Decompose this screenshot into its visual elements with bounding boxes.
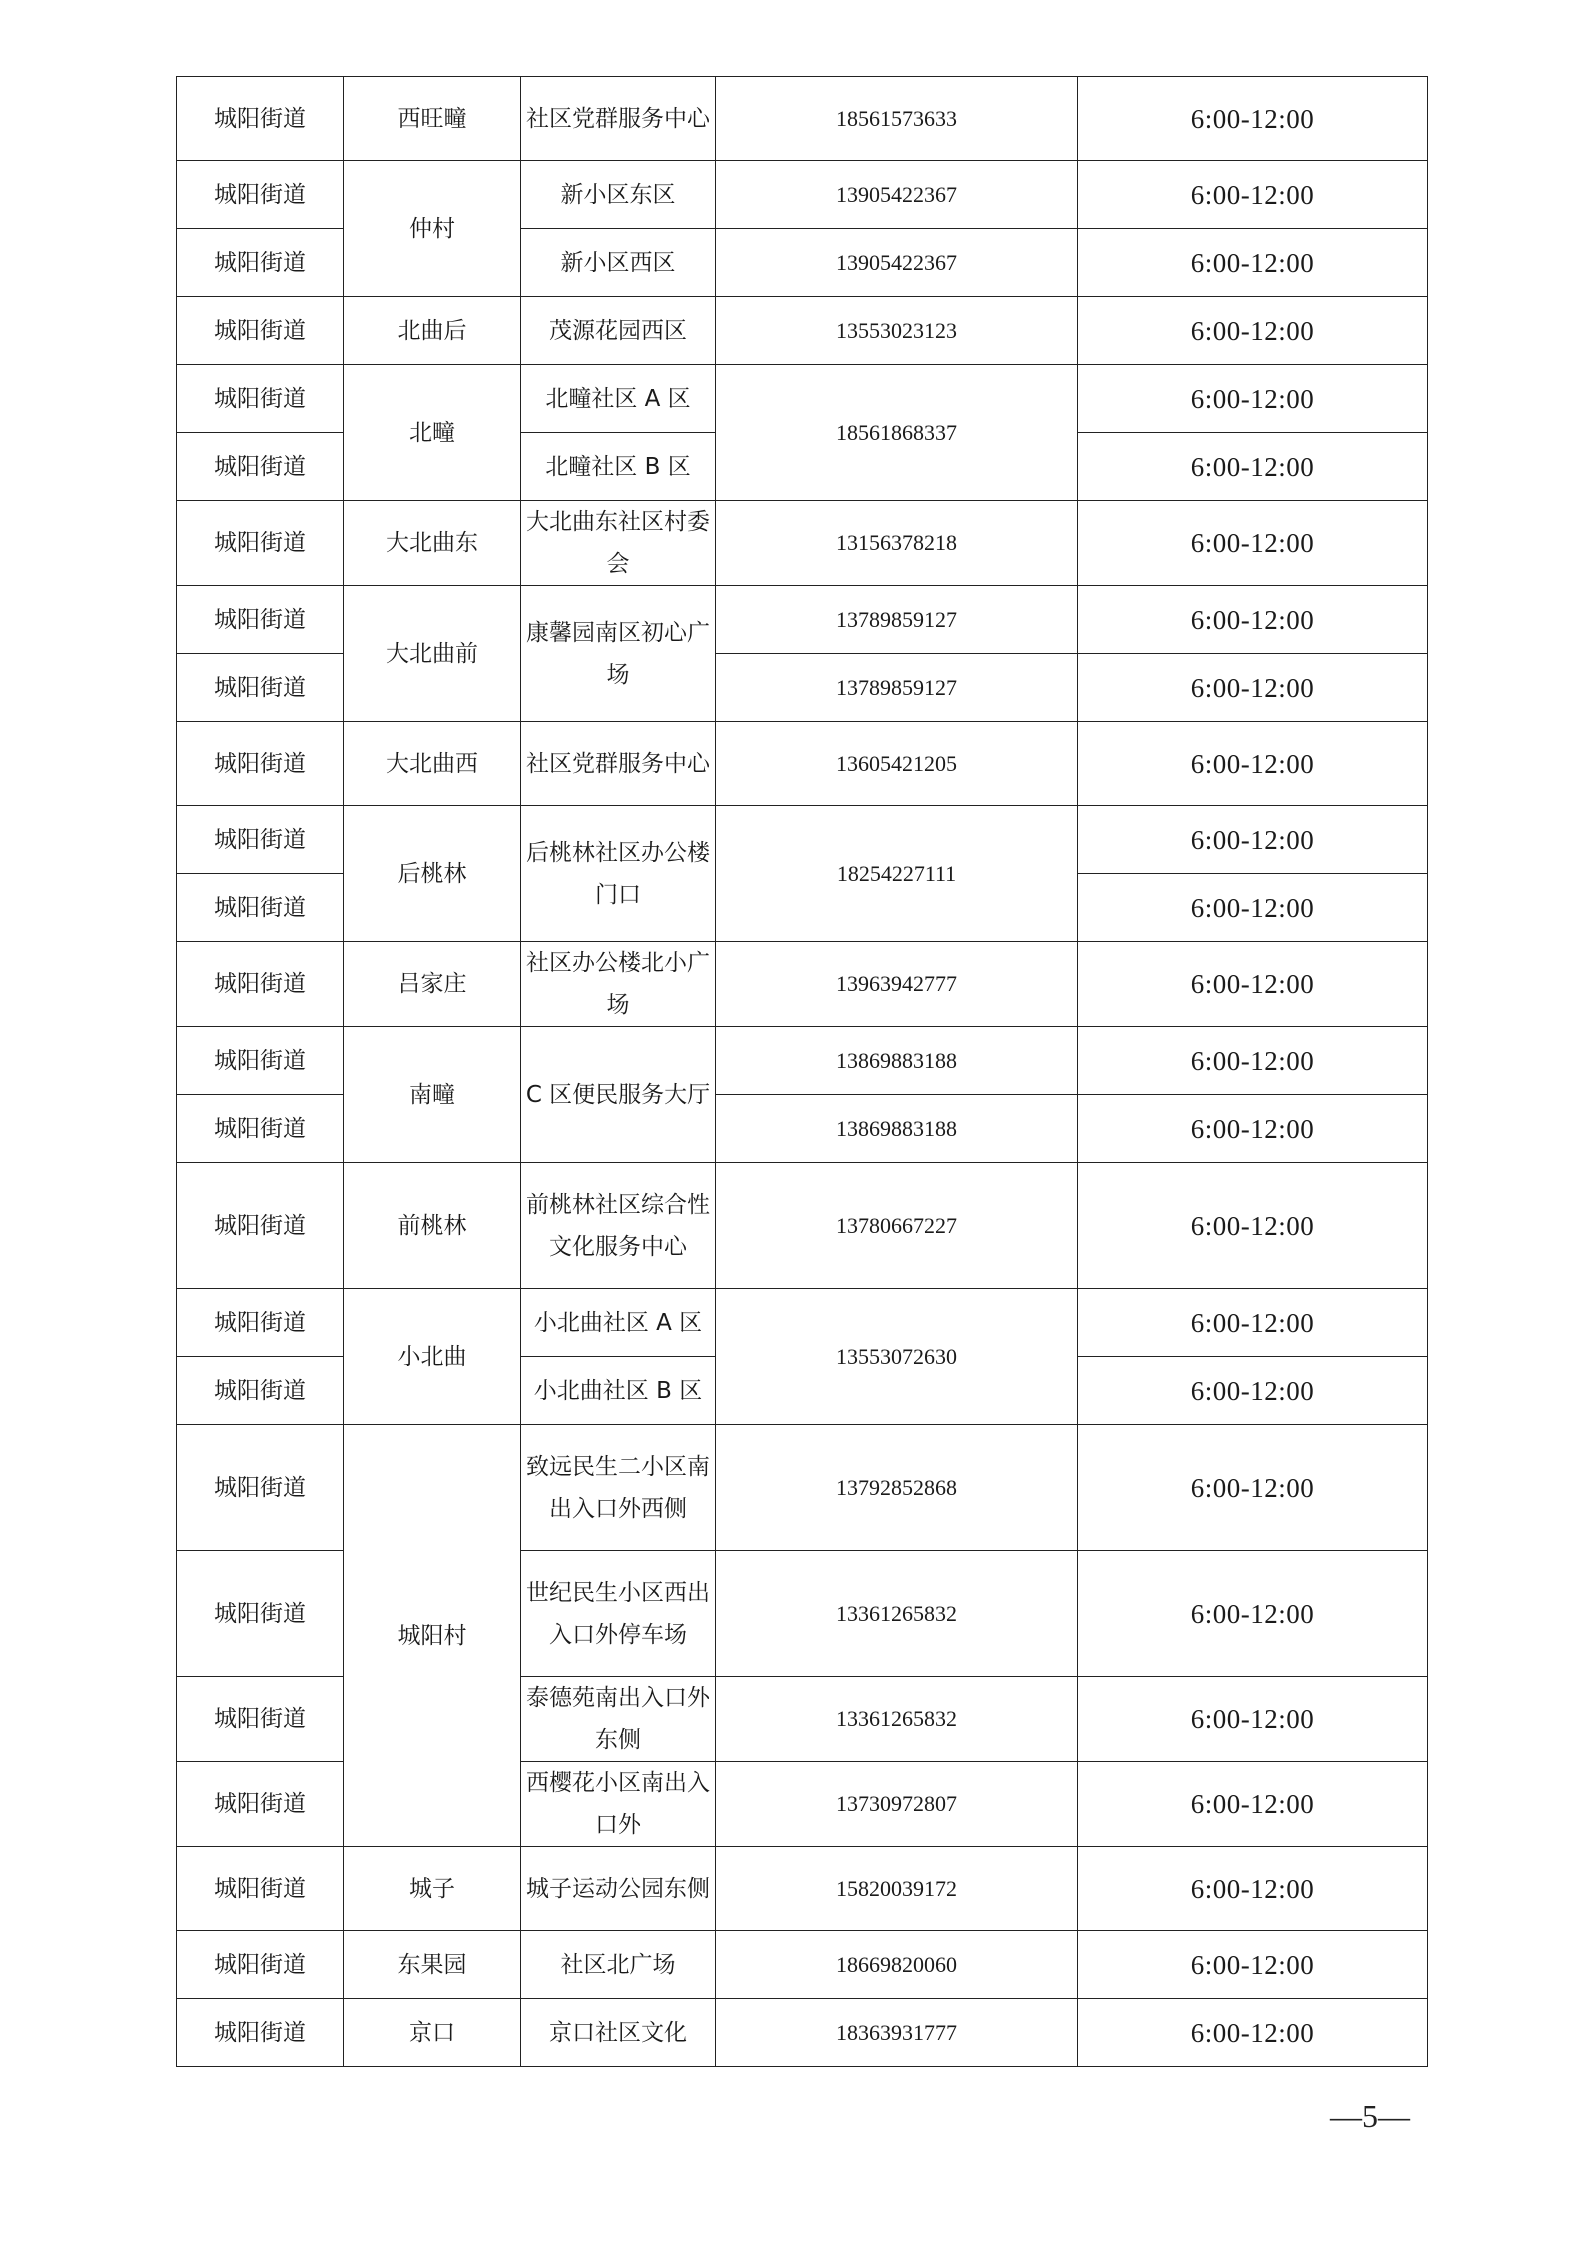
phone-cell: 18561573633 bbox=[716, 77, 1078, 161]
time-cell: 6:00-12:00 bbox=[1078, 1425, 1428, 1551]
phone-cell: 13792852868 bbox=[716, 1425, 1078, 1551]
site-cell: C 区便民服务大厅 bbox=[521, 1027, 716, 1163]
time-cell: 6:00-12:00 bbox=[1078, 654, 1428, 722]
time-cell: 6:00-12:00 bbox=[1078, 1677, 1428, 1762]
phone-cell: 13730972807 bbox=[716, 1762, 1078, 1847]
table-row bbox=[177, 77, 1428, 161]
site-cell: 社区办公楼北小广场 bbox=[521, 942, 716, 1027]
time-cell: 6:00-12:00 bbox=[1078, 1095, 1428, 1163]
phone-cell: 13869883188 bbox=[716, 1027, 1078, 1095]
time-cell: 6:00-12:00 bbox=[1078, 942, 1428, 1027]
schedule-table bbox=[176, 76, 1428, 2067]
table-row bbox=[177, 1847, 1428, 1931]
table-row bbox=[177, 722, 1428, 806]
table-row bbox=[177, 501, 1428, 586]
street-cell: 城阳街道 bbox=[177, 433, 344, 501]
time-cell: 6:00-12:00 bbox=[1078, 501, 1428, 586]
village-cell: 吕家庄 bbox=[344, 942, 521, 1027]
phone-cell: 13361265832 bbox=[716, 1677, 1078, 1762]
street-cell: 城阳街道 bbox=[177, 1425, 344, 1551]
page-number: —5— bbox=[1330, 2098, 1410, 2134]
phone-cell: 18363931777 bbox=[716, 1999, 1078, 2067]
time-cell: 6:00-12:00 bbox=[1078, 433, 1428, 501]
street-cell: 城阳街道 bbox=[177, 942, 344, 1027]
street-cell: 城阳街道 bbox=[177, 1677, 344, 1762]
site-cell: 新小区东区 bbox=[521, 161, 716, 229]
phone-cell: 15820039172 bbox=[716, 1847, 1078, 1931]
table-row bbox=[177, 806, 1428, 874]
time-cell: 6:00-12:00 bbox=[1078, 722, 1428, 806]
village-cell: 城阳村 bbox=[344, 1425, 521, 1847]
table-row bbox=[177, 365, 1428, 433]
site-cell: 致远民生二小区南出入口外西侧 bbox=[521, 1425, 716, 1551]
street-cell: 城阳街道 bbox=[177, 229, 344, 297]
time-cell: 6:00-12:00 bbox=[1078, 806, 1428, 874]
table-row bbox=[177, 297, 1428, 365]
village-cell: 小北曲 bbox=[344, 1289, 521, 1425]
site-cell: 后桃林社区办公楼门口 bbox=[521, 806, 716, 942]
village-cell: 后桃林 bbox=[344, 806, 521, 942]
time-cell: 6:00-12:00 bbox=[1078, 1931, 1428, 1999]
site-cell: 社区党群服务中心 bbox=[521, 77, 716, 161]
site-cell: 茂源花园西区 bbox=[521, 297, 716, 365]
site-cell: 泰德苑南出入口外东侧 bbox=[521, 1677, 716, 1762]
site-cell: 京口社区文化 bbox=[521, 1999, 716, 2067]
table-row bbox=[177, 1027, 1428, 1095]
street-cell: 城阳街道 bbox=[177, 1999, 344, 2067]
site-cell: 小北曲社区 B 区 bbox=[521, 1357, 716, 1425]
street-cell: 城阳街道 bbox=[177, 1762, 344, 1847]
street-cell: 城阳街道 bbox=[177, 722, 344, 806]
street-cell: 城阳街道 bbox=[177, 586, 344, 654]
phone-cell: 13553023123 bbox=[716, 297, 1078, 365]
phone-cell: 13905422367 bbox=[716, 229, 1078, 297]
street-cell: 城阳街道 bbox=[177, 1847, 344, 1931]
phone-cell: 13905422367 bbox=[716, 161, 1078, 229]
time-cell: 6:00-12:00 bbox=[1078, 1289, 1428, 1357]
street-cell: 城阳街道 bbox=[177, 806, 344, 874]
village-cell: 大北曲西 bbox=[344, 722, 521, 806]
site-cell: 北疃社区 B 区 bbox=[521, 433, 716, 501]
street-cell: 城阳街道 bbox=[177, 77, 344, 161]
table-row bbox=[177, 942, 1428, 1027]
phone-cell: 13553072630 bbox=[716, 1289, 1078, 1425]
village-cell: 大北曲东 bbox=[344, 501, 521, 586]
village-cell: 北曲后 bbox=[344, 297, 521, 365]
street-cell: 城阳街道 bbox=[177, 297, 344, 365]
village-cell: 城子 bbox=[344, 1847, 521, 1931]
phone-cell: 18561868337 bbox=[716, 365, 1078, 501]
time-cell: 6:00-12:00 bbox=[1078, 1551, 1428, 1677]
street-cell: 城阳街道 bbox=[177, 1163, 344, 1289]
street-cell: 城阳街道 bbox=[177, 1095, 344, 1163]
street-cell: 城阳街道 bbox=[177, 1027, 344, 1095]
phone-cell: 13869883188 bbox=[716, 1095, 1078, 1163]
time-cell: 6:00-12:00 bbox=[1078, 1847, 1428, 1931]
table-row bbox=[177, 1999, 1428, 2067]
phone-cell: 18254227111 bbox=[716, 806, 1078, 942]
street-cell: 城阳街道 bbox=[177, 1931, 344, 1999]
site-cell: 城子运动公园东侧 bbox=[521, 1847, 716, 1931]
time-cell: 6:00-12:00 bbox=[1078, 1357, 1428, 1425]
site-cell: 社区北广场 bbox=[521, 1931, 716, 1999]
street-cell: 城阳街道 bbox=[177, 365, 344, 433]
time-cell: 6:00-12:00 bbox=[1078, 1027, 1428, 1095]
site-cell: 北疃社区 A 区 bbox=[521, 365, 716, 433]
site-cell: 新小区西区 bbox=[521, 229, 716, 297]
street-cell: 城阳街道 bbox=[177, 1357, 344, 1425]
table-row bbox=[177, 1931, 1428, 1999]
village-cell: 仲村 bbox=[344, 161, 521, 297]
village-cell: 大北曲前 bbox=[344, 586, 521, 722]
time-cell: 6:00-12:00 bbox=[1078, 229, 1428, 297]
time-cell: 6:00-12:00 bbox=[1078, 1762, 1428, 1847]
street-cell: 城阳街道 bbox=[177, 874, 344, 942]
site-cell: 西樱花小区南出入口外 bbox=[521, 1762, 716, 1847]
village-cell: 南疃 bbox=[344, 1027, 521, 1163]
site-cell: 小北曲社区 A 区 bbox=[521, 1289, 716, 1357]
phone-cell: 13789859127 bbox=[716, 586, 1078, 654]
street-cell: 城阳街道 bbox=[177, 1289, 344, 1357]
site-cell: 世纪民生小区西出入口外停车场 bbox=[521, 1551, 716, 1677]
time-cell: 6:00-12:00 bbox=[1078, 297, 1428, 365]
village-cell: 西旺疃 bbox=[344, 77, 521, 161]
time-cell: 6:00-12:00 bbox=[1078, 874, 1428, 942]
phone-cell: 13789859127 bbox=[716, 654, 1078, 722]
time-cell: 6:00-12:00 bbox=[1078, 1163, 1428, 1289]
phone-cell: 13361265832 bbox=[716, 1551, 1078, 1677]
table-row bbox=[177, 1425, 1428, 1551]
street-cell: 城阳街道 bbox=[177, 654, 344, 722]
table-row bbox=[177, 1163, 1428, 1289]
site-cell: 康馨园南区初心广场 bbox=[521, 586, 716, 722]
village-cell: 北疃 bbox=[344, 365, 521, 501]
table-row bbox=[177, 586, 1428, 654]
time-cell: 6:00-12:00 bbox=[1078, 161, 1428, 229]
phone-cell: 18669820060 bbox=[716, 1931, 1078, 1999]
time-cell: 6:00-12:00 bbox=[1078, 1999, 1428, 2067]
site-cell: 前桃林社区综合性文化服务中心 bbox=[521, 1163, 716, 1289]
table-row bbox=[177, 161, 1428, 229]
street-cell: 城阳街道 bbox=[177, 501, 344, 586]
phone-cell: 13156378218 bbox=[716, 501, 1078, 586]
time-cell: 6:00-12:00 bbox=[1078, 365, 1428, 433]
street-cell: 城阳街道 bbox=[177, 161, 344, 229]
village-cell: 京口 bbox=[344, 1999, 521, 2067]
time-cell: 6:00-12:00 bbox=[1078, 586, 1428, 654]
phone-cell: 13605421205 bbox=[716, 722, 1078, 806]
village-cell: 东果园 bbox=[344, 1931, 521, 1999]
street-cell: 城阳街道 bbox=[177, 1551, 344, 1677]
site-cell: 大北曲东社区村委会 bbox=[521, 501, 716, 586]
site-cell: 社区党群服务中心 bbox=[521, 722, 716, 806]
phone-cell: 13963942777 bbox=[716, 942, 1078, 1027]
table-row bbox=[177, 1289, 1428, 1357]
phone-cell: 13780667227 bbox=[716, 1163, 1078, 1289]
village-cell: 前桃林 bbox=[344, 1163, 521, 1289]
time-cell: 6:00-12:00 bbox=[1078, 77, 1428, 161]
